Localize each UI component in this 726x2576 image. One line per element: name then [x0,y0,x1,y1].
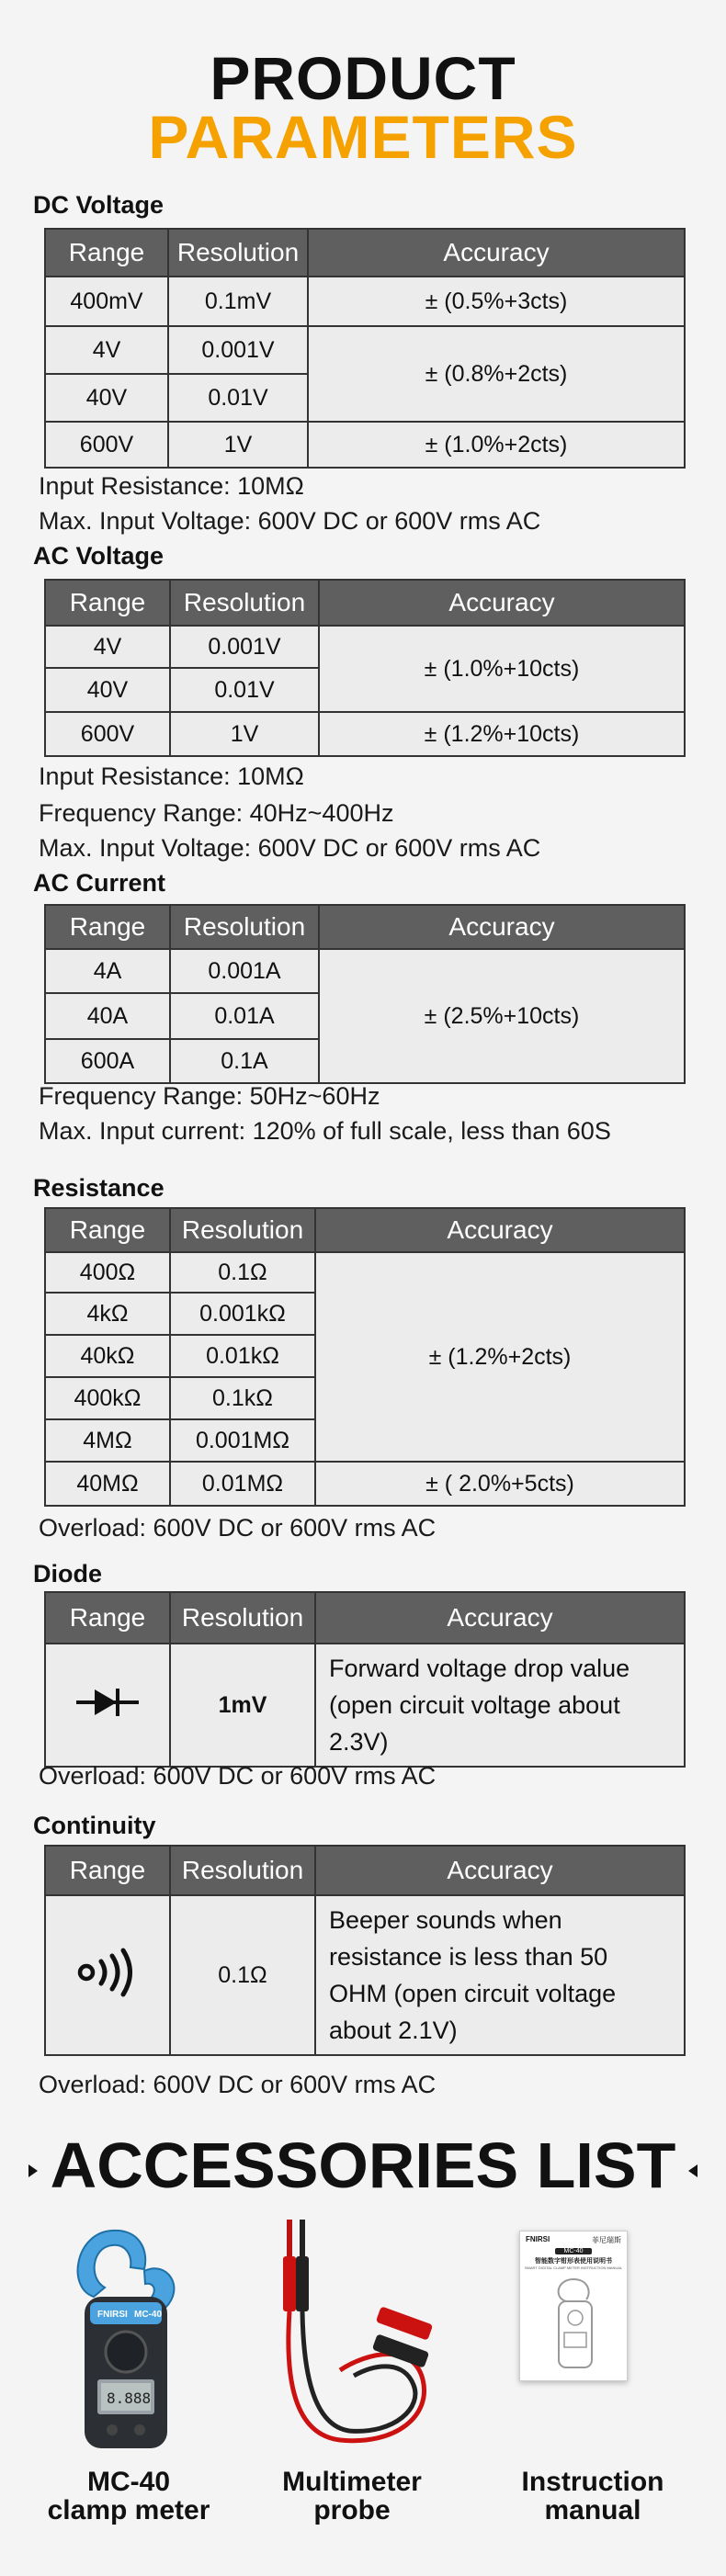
resistance-note-overload: Overload: 600V DC or 600V rms AC [39,1514,437,1542]
header-range: Range [45,1592,170,1644]
range-cell: 40kΩ [45,1335,170,1377]
continuity-title: Continuity [33,1812,156,1839]
range-cell: 400Ω [45,1252,170,1293]
accuracy-cell: ± (1.0%+10cts) [319,626,685,712]
header-range: Range [45,905,170,949]
manual-meter-drawing [520,2274,629,2373]
resolution-cell: 0.001MΩ [170,1419,315,1462]
table-row [45,626,685,668]
table-header-row [45,1208,685,1252]
manual-model: MC-40 [555,2248,592,2254]
table-header-row [45,1846,685,1895]
range-cell: 400mV [45,277,168,326]
dc-note-resistance: Input Resistance: 10MΩ [39,472,304,500]
continuity-table [44,1845,686,2056]
ac-current-title: AC Current [33,869,166,897]
current-note-max: Max. Input current: 120% of full scale, less than 60S [39,1117,611,1145]
resolution-cell: 0.1Ω [170,1252,315,1293]
accuracy-cell: Forward voltage drop value (open circuit voltage about 2.3V) [315,1644,685,1767]
table-row [45,277,685,326]
title-parameters: PARAMETERS [148,103,578,171]
accuracy-cell: ± ( 2.0%+5cts) [315,1462,685,1506]
table-row [45,1644,685,1767]
header-resolution: Resolution [170,580,319,626]
accuracy-cell: ± (1.2%+10cts) [319,712,685,756]
resolution-cell: 0.1A [170,1039,319,1083]
meter-brand: FNIRSI [97,2310,128,2320]
accessory-label-line2: manual [544,2495,641,2525]
range-cell: 4V [45,326,168,374]
header-range: Range [45,1846,170,1895]
table-row [45,712,685,756]
resolution-cell: 1mV [170,1644,315,1767]
manual-title-cn: 智能数字钳形表使用说明书 [535,2258,612,2265]
ac-note-resistance: Input Resistance: 10MΩ [39,763,304,790]
accessories-title [0,2130,726,2201]
diode-symbol-icon [74,1684,141,1721]
triangle-left-icon [688,2164,698,2177]
range-cell: 600V [45,712,170,756]
header-accuracy: Accuracy [315,1592,685,1644]
meter-model: MC-40 [134,2310,163,2320]
resolution-cell: 0.01MΩ [170,1462,315,1506]
accuracy-cell: ± (1.2%+2cts) [315,1252,685,1462]
header-accuracy: Accuracy [308,229,685,277]
range-cell: 40A [45,993,170,1039]
range-cell: 40MΩ [45,1462,170,1506]
header-accuracy: Accuracy [319,580,685,626]
resolution-cell: 0.001kΩ [170,1293,315,1335]
beeper-sound-icon [75,1947,140,1998]
clamp-meter-image [57,2223,195,2453]
range-cell [45,1644,170,1767]
ac-voltage-table [44,579,686,757]
accessory-label-line2: clamp meter [47,2495,210,2525]
resolution-cell: 0.01V [168,374,308,422]
manual-brand: FNIRSI [526,2235,550,2243]
range-cell: 600A [45,1039,170,1083]
resolution-cell: 1V [168,422,308,468]
resistance-table [44,1207,686,1507]
accessory-label-line1: MC-40 [86,2467,170,2497]
accuracy-cell: ± (0.5%+3cts) [308,277,685,326]
manual-title-en: SMART DIGITAL CLAMP METER INSTRUCTION MANUAL [524,2265,623,2270]
meter-lcd-digits: 8.888 [107,2390,152,2407]
accuracy-cell: Beeper sounds when resistance is less than 50 OHM (open circuit voltage about 2.1V) [315,1895,685,2055]
diode-table [44,1591,686,1768]
header-range: Range [45,229,168,277]
range-cell: 4V [45,626,170,668]
resistance-title: Resistance [33,1174,164,1202]
resolution-cell: 0.001A [170,949,319,993]
header-accuracy: Accuracy [315,1846,685,1895]
accessory-label-line2: probe [313,2495,391,2525]
table-row [45,1895,685,2055]
header-accuracy: Accuracy [315,1208,685,1252]
ac-current-table [44,904,686,1084]
header-resolution: Resolution [168,229,308,277]
header-resolution: Resolution [170,1846,315,1895]
resolution-cell: 0.1mV [168,277,308,326]
title-product: PRODUCT [210,44,516,112]
ac-note-max-voltage: Max. Input Voltage: 600V DC or 600V rms AC [39,834,541,862]
table-row [45,1252,685,1293]
diode-title: Diode [33,1560,103,1587]
table-row [45,422,685,468]
table-row [45,949,685,993]
table-header-row [45,1592,685,1644]
accessory-label-line1: Multimeter [282,2467,422,2497]
header-resolution: Resolution [170,1208,315,1252]
resolution-cell: 0.001V [170,626,319,668]
range-cell: 40V [45,668,170,712]
ac-note-frequency: Frequency Range: 40Hz~400Hz [39,799,394,827]
triangle-right-icon [28,2164,38,2177]
resolution-cell: 0.01kΩ [170,1335,315,1377]
manual-header [520,2231,627,2245]
header-accuracy: Accuracy [319,905,685,949]
resolution-cell: 0.001V [168,326,308,374]
ac-voltage-title: AC Voltage [33,542,164,570]
dc-note-max-voltage: Max. Input Voltage: 600V DC or 600V rms AC [39,507,541,535]
header-resolution: Resolution [170,1592,315,1644]
diode-note-overload: Overload: 600V DC or 600V rms AC [39,1762,437,1790]
test-probe-image [267,2214,450,2453]
manual-brand-cn: 菲尼瑞斯 [592,2236,621,2244]
range-cell [45,1895,170,2055]
range-cell: 600V [45,422,168,468]
accuracy-cell: ± (2.5%+10cts) [319,949,685,1083]
header-range: Range [45,1208,170,1252]
range-cell: 4MΩ [45,1419,170,1462]
current-note-frequency: Frequency Range: 50Hz~60Hz [39,1082,380,1110]
table-row [45,326,685,374]
accuracy-cell: ± (1.0%+2cts) [308,422,685,468]
range-cell: 40V [45,374,168,422]
manual-image [519,2231,628,2381]
table-header-row [45,229,685,277]
accessories-title-text: ACCESSORIES LIST [50,2130,676,2201]
header-resolution: Resolution [170,905,319,949]
resolution-cell: 0.1Ω [170,1895,315,2055]
range-cell: 4kΩ [45,1293,170,1335]
resolution-cell: 0.1kΩ [170,1377,315,1419]
resolution-cell: 1V [170,712,319,756]
accuracy-cell: ± (0.8%+2cts) [308,326,685,422]
accessory-label-probe [255,2468,448,2525]
continuity-note-overload: Overload: 600V DC or 600V rms AC [39,2071,437,2098]
header-range: Range [45,580,170,626]
range-cell: 4A [45,949,170,993]
accessory-label-line1: Instruction [521,2467,664,2497]
table-row [45,1462,685,1506]
table-header-row [45,580,685,626]
resolution-cell: 0.01A [170,993,319,1039]
dc-voltage-table [44,228,686,469]
dc-voltage-title: DC Voltage [33,191,164,219]
accessory-label-manual [496,2468,689,2525]
resolution-cell: 0.01V [170,668,319,712]
accessory-label-clamp-meter [37,2468,221,2525]
table-header-row [45,905,685,949]
range-cell: 400kΩ [45,1377,170,1419]
